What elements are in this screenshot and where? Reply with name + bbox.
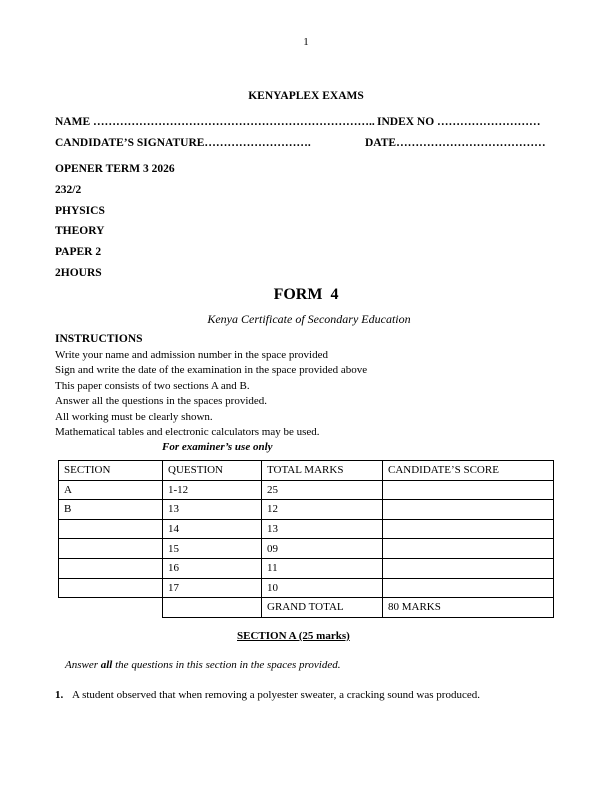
score-cell (383, 480, 554, 500)
date-field: DATE………………………………… (365, 137, 546, 149)
score-cell (383, 500, 554, 520)
signature-field: CANDIDATE’S SIGNATURE………………………. (55, 137, 311, 149)
table-cell: A (59, 480, 163, 500)
instruction-line: This paper consists of two sections A and B. (55, 379, 250, 392)
table-cell: 13 (163, 500, 262, 520)
form-title: FORM 4 (273, 286, 339, 303)
blank-cell (59, 598, 163, 618)
name-field: NAME ……………………………………………………………….. (55, 116, 375, 128)
index-number-field: INDEX NO ……………………… (377, 116, 541, 128)
grand-total-row (59, 598, 554, 618)
certificate-title: Kenya Certificate of Secondary Education (207, 312, 411, 326)
table-cell (59, 539, 163, 559)
table-header-cell: CANDIDATE’S SCORE (383, 461, 554, 481)
table-row (59, 519, 554, 539)
instruction-line: Answer all the questions in the spaces provided. (55, 395, 268, 408)
table-header-cell: TOTAL MARKS (262, 461, 383, 481)
table-cell: 10 (262, 578, 383, 598)
instruction-line: Sign and write the date of the examination in the space provided above (55, 364, 368, 377)
paper-type: THEORY (55, 225, 105, 237)
section-instruction (65, 659, 341, 671)
paper-code: 232/2 (55, 184, 82, 196)
table-cell: B (59, 500, 163, 520)
examiner-use-label: For examiner’s use only (162, 441, 273, 453)
table-row (59, 500, 554, 520)
instruction-line: Write your name and admission number in the space provided (55, 349, 328, 361)
score-cell (383, 578, 554, 598)
paper-number: PAPER 2 (55, 246, 102, 258)
table-cell: 25 (262, 480, 383, 500)
grand-total-label: GRAND TOTAL (262, 598, 383, 618)
section-a-heading: SECTION A (25 marks) (237, 630, 350, 642)
grand-total-value: 80 MARKS (383, 598, 554, 618)
section-instruction-text: Answer (65, 659, 101, 671)
exam-body-title: KENYAPLEX EXAMS (248, 90, 364, 102)
score-cell (383, 558, 554, 578)
blank-cell (163, 598, 262, 618)
score-cell (383, 519, 554, 539)
table-cell: 14 (163, 519, 262, 539)
table-cell: 13 (262, 519, 383, 539)
table-row (59, 539, 554, 559)
subject: PHYSICS (55, 205, 105, 217)
table-header-cell: QUESTION (163, 461, 262, 481)
question-number: 1. (55, 689, 64, 701)
table-row (59, 480, 554, 500)
instructions-heading: INSTRUCTIONS (55, 333, 143, 345)
table-header-cell: SECTION (59, 461, 163, 481)
table-row (59, 558, 554, 578)
instructions-list (55, 348, 367, 440)
score-cell (383, 539, 554, 559)
duration: 2HOURS (55, 267, 102, 279)
section-instruction-text: the questions in this section in the spaces provided. (112, 659, 341, 671)
table-cell: 1-12 (163, 480, 262, 500)
table-cell (59, 519, 163, 539)
table-cell: 11 (262, 558, 383, 578)
exam-term: OPENER TERM 3 2026 (55, 163, 175, 175)
instruction-line: Mathematical tables and electronic calculators may be used. (55, 426, 320, 439)
question-text: A student observed that when removing a polyester sweater, a cracking sound was produced. (72, 689, 480, 701)
page-number: 1 (303, 36, 309, 48)
table-cell: 15 (163, 539, 262, 559)
table-cell (59, 558, 163, 578)
table-row (59, 578, 554, 598)
table-cell: 16 (163, 558, 262, 578)
instruction-line: All working must be clearly shown. (55, 410, 213, 423)
table-cell (59, 578, 163, 598)
section-instruction-emphasis: all (100, 659, 113, 671)
table-cell: 09 (262, 539, 383, 559)
marks-table (58, 460, 554, 618)
table-cell: 17 (163, 578, 262, 598)
table-header-row (59, 461, 554, 481)
table-cell: 12 (262, 500, 383, 520)
